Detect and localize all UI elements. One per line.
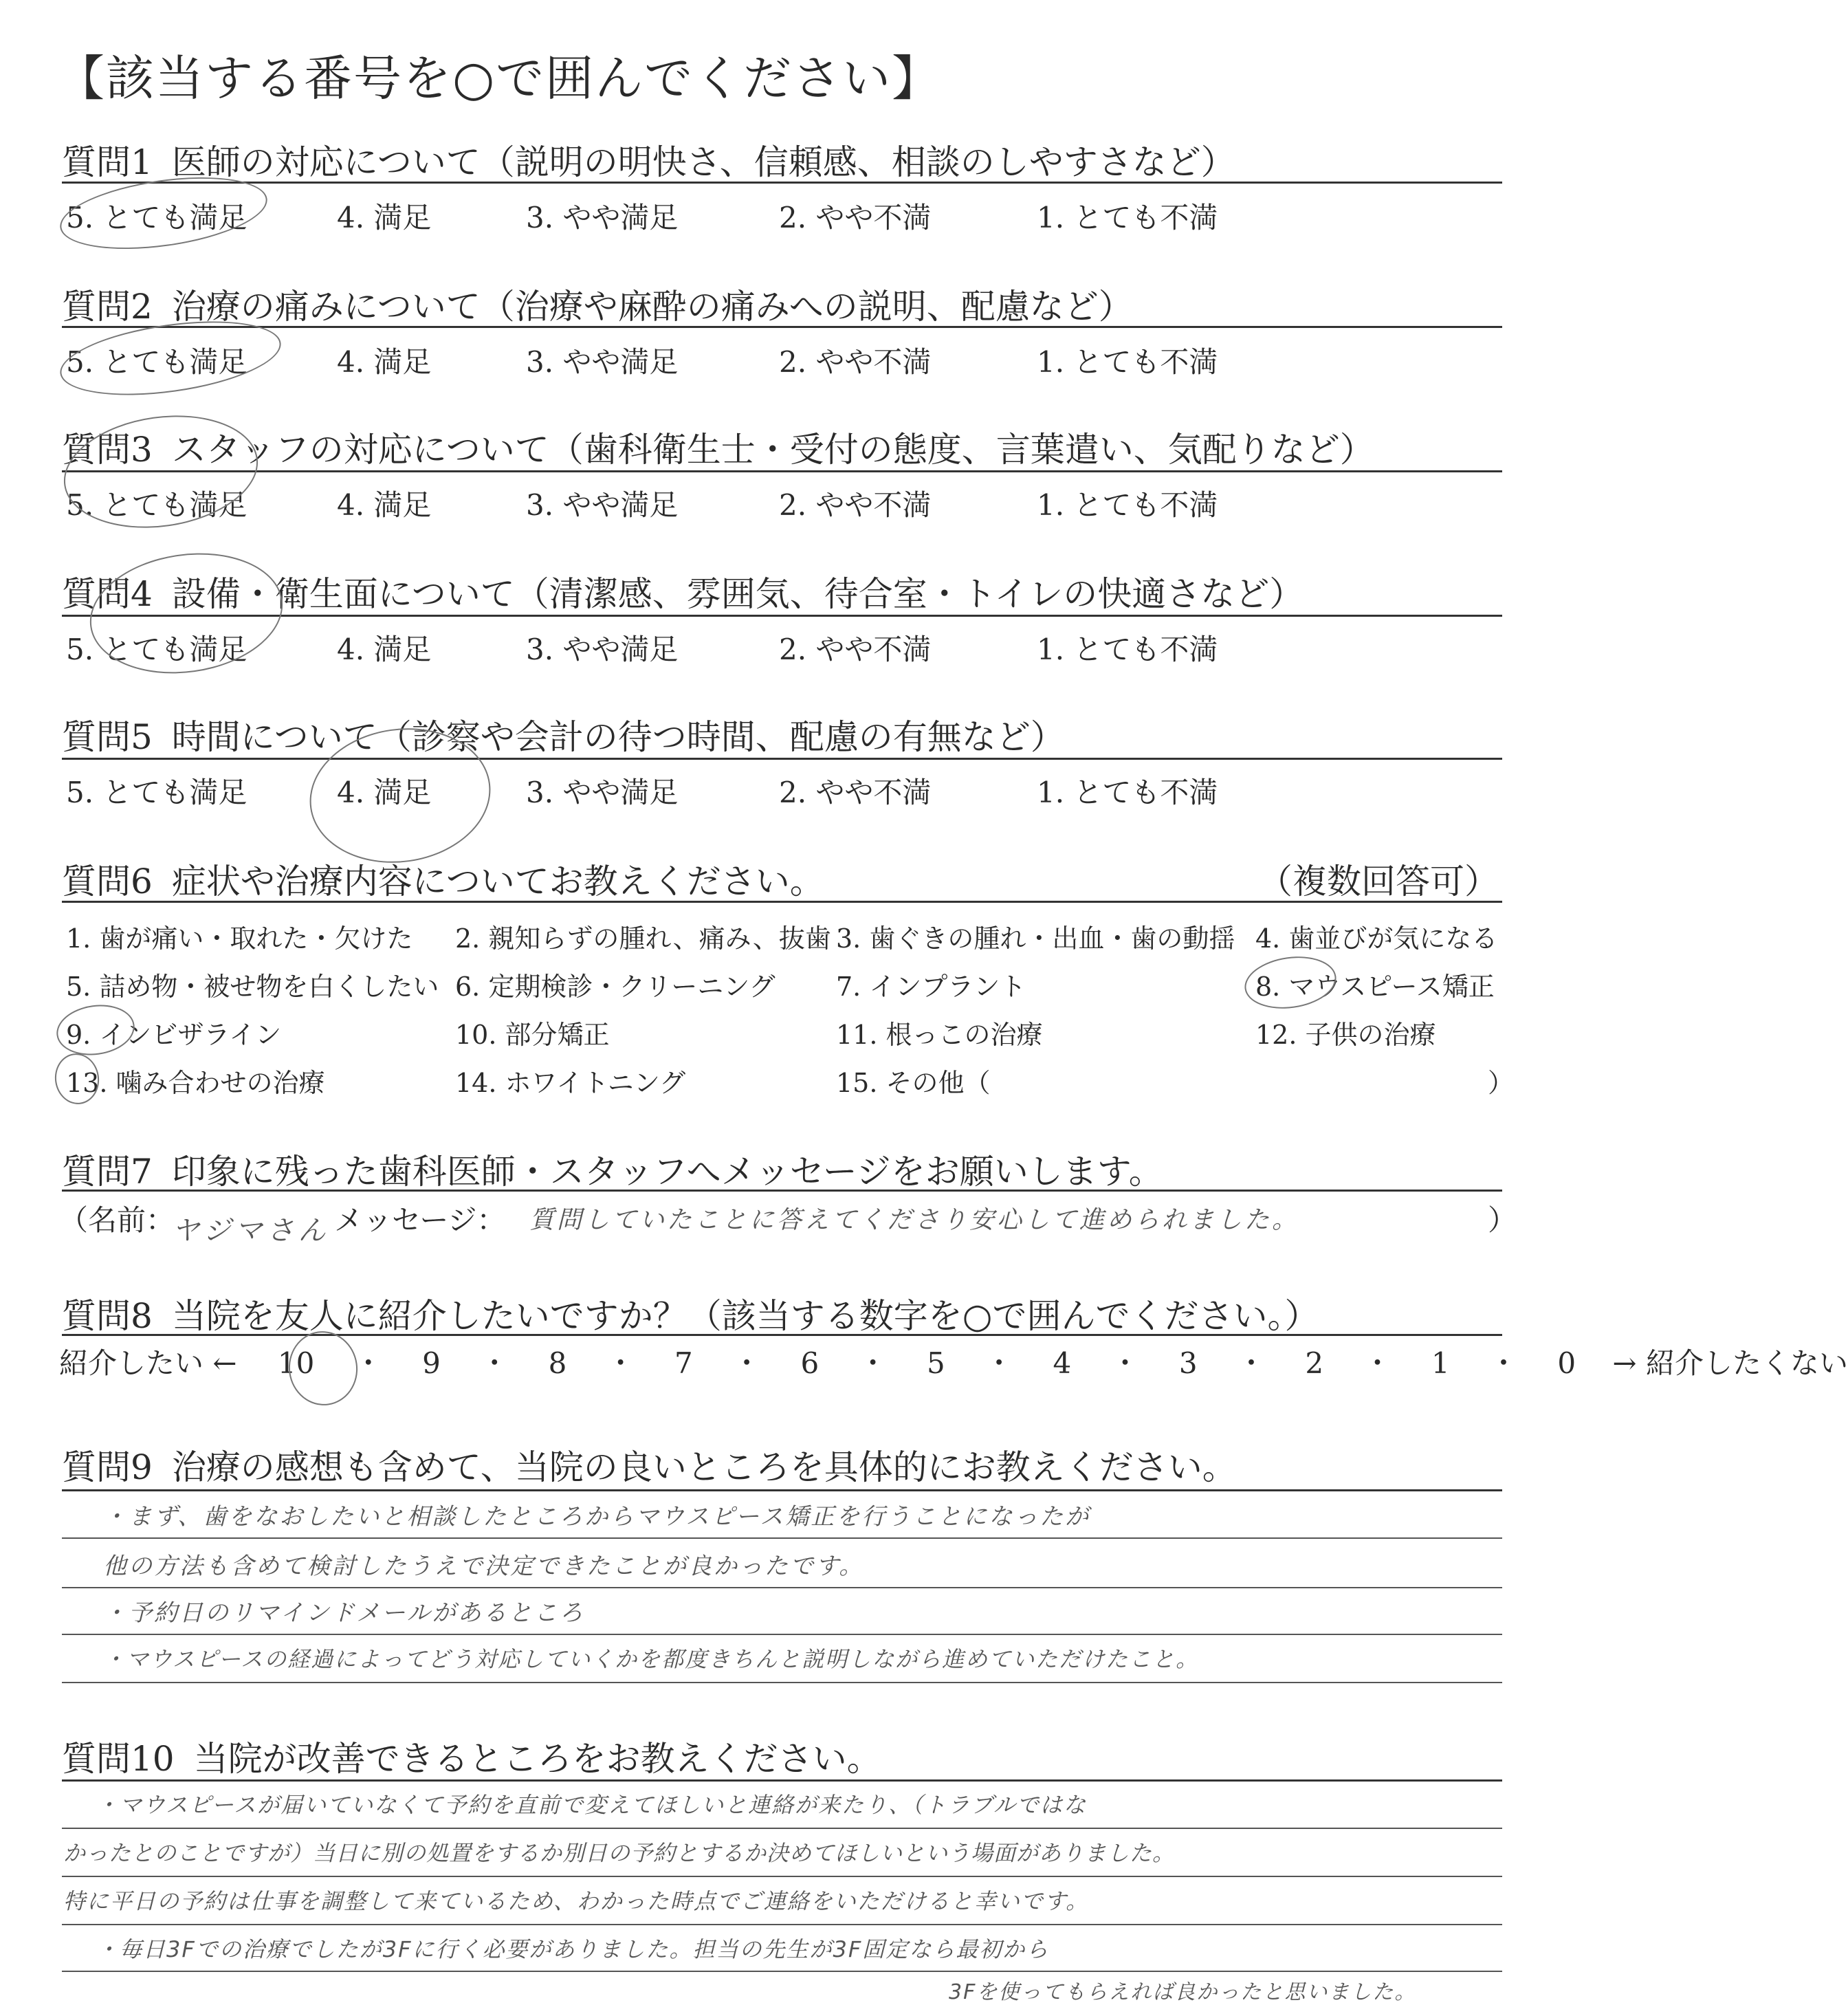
answer-rule [62,1537,1502,1539]
answer-line: かったとのことですが）当日に別の処置をするか別日の予約とするか決めてほしいという場面がありました。 [63,1840,1176,1866]
scale-6[interactable]: 6 [800,1346,820,1380]
answer-rule [62,1828,1502,1829]
option-1[interactable]: 1. とても不満 [1037,776,1218,809]
symptom-option[interactable]: 1. 歯が痛い・取れた・欠けた [66,923,413,954]
answer-line: ・マウスピースの経過によってどう対応していくかを都度きちんと説明しながら進めていただけたこと。 [103,1646,1200,1672]
question-number: 質問6 [62,862,153,901]
scale-right-label: → 紹介したくない [1612,1346,1848,1380]
question-text: 当院を友人に紹介したいですか？（該当する数字を○で囲んでください。） [171,1296,1319,1336]
answer-line: ・予約日のリマインドメールがあるところ [103,1599,585,1627]
question-number: 質問5 [62,717,153,757]
symptom-option[interactable]: 9. インビザライン [66,1020,282,1050]
symptom-option[interactable]: 3. 歯ぐきの腫れ・出血・歯の動揺 [836,923,1235,954]
option-4[interactable]: 4. 満足 [337,345,432,379]
divider [62,758,1502,760]
divider [62,1334,1502,1336]
option-4[interactable]: 4. 満足 [337,488,432,522]
answer-line: ・マウスピースが届いていなくて予約を直前で変えてほしいと連絡が来たり、（トラブルではな [96,1792,1087,1818]
symptom-option[interactable]: 5. 詰め物・被せ物を白くしたい [66,972,439,1002]
option-3[interactable]: 3. やや満足 [526,633,679,666]
scale-3[interactable]: 3 [1178,1346,1198,1380]
question-text: 設備・衛生面について（清潔感、雰囲気、待合室・トイレの快適さなど） [171,574,1304,614]
scale-dot: ・ [984,1346,1014,1380]
scale-8[interactable]: 8 [548,1346,567,1380]
scale-dot: ・ [1363,1346,1392,1380]
option-1[interactable]: 1. とても不満 [1037,345,1218,379]
name-label: （名前： [59,1203,175,1237]
answer-rule [62,1634,1502,1635]
divider [62,326,1502,328]
message-close-paren: ） [1488,1203,1517,1237]
answer-rule [62,1876,1502,1877]
option-2[interactable]: 2. やや不満 [779,776,932,809]
scale-5[interactable]: 5 [926,1346,945,1380]
scale-dot: ・ [732,1346,762,1380]
scale-dot: ・ [1110,1346,1140,1380]
question-text: 当院が改善できるところをお教えください。 [193,1739,881,1779]
scale-7[interactable]: 7 [674,1346,693,1380]
message-answer[interactable]: 質問していたことに答えてくださり安心して進められました。 [529,1206,1300,1234]
scale-dot: ・ [858,1346,888,1380]
symptom-option[interactable]: 12. 子供の治療 [1255,1020,1436,1050]
option-5[interactable]: 5. とても満足 [66,488,248,522]
message-label: メッセージ： [334,1203,506,1237]
option-5[interactable]: 5. とても満足 [66,345,248,379]
option-4[interactable]: 4. 満足 [337,776,432,809]
option-5[interactable]: 5. とても満足 [66,633,248,666]
symptom-option[interactable]: 6. 定期検診・クリーニング [455,972,776,1002]
answer-rule [62,1924,1502,1925]
scale-dot: ・ [480,1346,509,1380]
option-3[interactable]: 3. やや満足 [526,345,679,379]
question-text: 時間について（診察や会計の待つ時間、配慮の有無など） [171,717,1065,757]
option-1[interactable]: 1. とても不満 [1037,633,1218,666]
option-3[interactable]: 3. やや満足 [526,201,679,234]
option-2[interactable]: 2. やや不満 [779,488,932,522]
question-text: スタッフの対応について（歯科衛生士・受付の態度、言葉遣い、気配りなど） [171,430,1374,470]
scale-2[interactable]: 2 [1305,1346,1324,1380]
scale-9[interactable]: 9 [422,1346,441,1380]
divider [62,1190,1502,1192]
hand-check-mark [1242,951,1340,1014]
question-text: 印象に残った歯科医師・スタッフへメッセージをお願いします。 [171,1152,1163,1192]
divider [62,470,1502,472]
option-4[interactable]: 4. 満足 [337,201,432,234]
scale-dot: ・ [1488,1346,1518,1380]
divider [62,1779,1502,1782]
answer-line: 他の方法も含めて検討したうえで決定できたことが良かったです。 [103,1553,865,1580]
scale-4[interactable]: 4 [1053,1346,1072,1380]
symptom-option[interactable]: 10. 部分矯正 [455,1020,610,1050]
question-number: 質問2 [62,287,153,327]
symptom-option[interactable]: 8. マウスピース矯正 [1255,972,1495,1002]
question-number: 質問8 [62,1296,153,1336]
scale-10[interactable]: 10 [277,1346,315,1380]
symptom-option[interactable]: 14. ホワイトニング [455,1068,686,1098]
question-text: 治療の感想も含めて、当院の良いところを具体的にお教えください。 [171,1447,1237,1487]
question-text: 症状や治療内容についてお教えください。 [171,862,824,901]
scale-1[interactable]: 1 [1431,1346,1450,1380]
option-3[interactable]: 3. やや満足 [526,776,679,809]
scale-left-label: 紹介したい ← [59,1346,237,1380]
multiple-answers-note: （複数回答可） [1258,862,1499,901]
answer-rule [62,1971,1502,1972]
option-2[interactable]: 2. やや不満 [779,201,932,234]
question-text: 治療の痛みについて（治療や麻酔の痛みへの説明、配慮など） [171,287,1133,327]
question-text: 医師の対応について（説明の明快さ、信頼感、相談のしやすさなど） [171,142,1235,182]
divider [62,901,1502,903]
symptom-option[interactable]: 7. インプラント [836,972,1026,1002]
question-number: 質問10 [62,1739,175,1779]
symptom-option[interactable]: 13. 噛み合わせの治療 [66,1068,325,1098]
scale-dot: ・ [1237,1346,1266,1380]
option-4[interactable]: 4. 満足 [337,633,432,666]
symptom-option-other[interactable]: 15. その他（ [836,1068,991,1098]
scale-dot: ・ [353,1346,383,1380]
option-5[interactable]: 5. とても満足 [66,201,248,234]
answer-line: 3Fを使ってもらえれば良かったと思いました。 [949,1980,1417,2004]
hand-circle-mark [284,1327,362,1410]
option-5[interactable]: 5. とても満足 [66,776,248,809]
question-number: 質問4 [62,574,153,614]
symptom-option[interactable]: 11. 根っこの治療 [836,1020,1043,1050]
page-title: 【該当する番号を○で囲んでください】 [56,50,942,107]
question-number: 質問9 [62,1447,153,1487]
answer-rule [62,1587,1502,1588]
question-number: 質問3 [62,430,153,470]
option-2[interactable]: 2. やや不満 [779,345,932,379]
question-number: 質問1 [62,142,153,182]
option-1[interactable]: 1. とても不満 [1037,488,1218,522]
symptom-option[interactable]: 4. 歯並びが気になる [1255,923,1498,954]
answer-line: ・まず、歯をなおしたいと相談したところからマウスピース矯正を行うことになったが [103,1503,1091,1531]
answer-line: 特に平日の予約は仕事を調整して来ているため、わかった時点でご連絡をいただけると幸いです。 [63,1888,1090,1914]
answer-rule [62,1682,1502,1683]
question-number: 質問7 [62,1152,153,1192]
option-3[interactable]: 3. やや満足 [526,488,679,522]
other-close-paren: ） [1488,1068,1515,1098]
answer-line: ・毎日3Fでの治療でしたが3Fに行く必要がありました。担当の先生が3F固定なら最初から [96,1936,1050,1962]
scale-0[interactable]: 0 [1557,1346,1576,1380]
symptom-option[interactable]: 2. 親知らずの腫れ、痛み、抜歯 [455,923,831,954]
divider [62,182,1502,184]
option-1[interactable]: 1. とても不満 [1037,201,1218,234]
scale-dot: ・ [606,1346,635,1380]
divider [62,1489,1502,1491]
name-answer[interactable]: ヤジマさん [172,1215,330,1247]
option-2[interactable]: 2. やや不満 [779,633,932,666]
